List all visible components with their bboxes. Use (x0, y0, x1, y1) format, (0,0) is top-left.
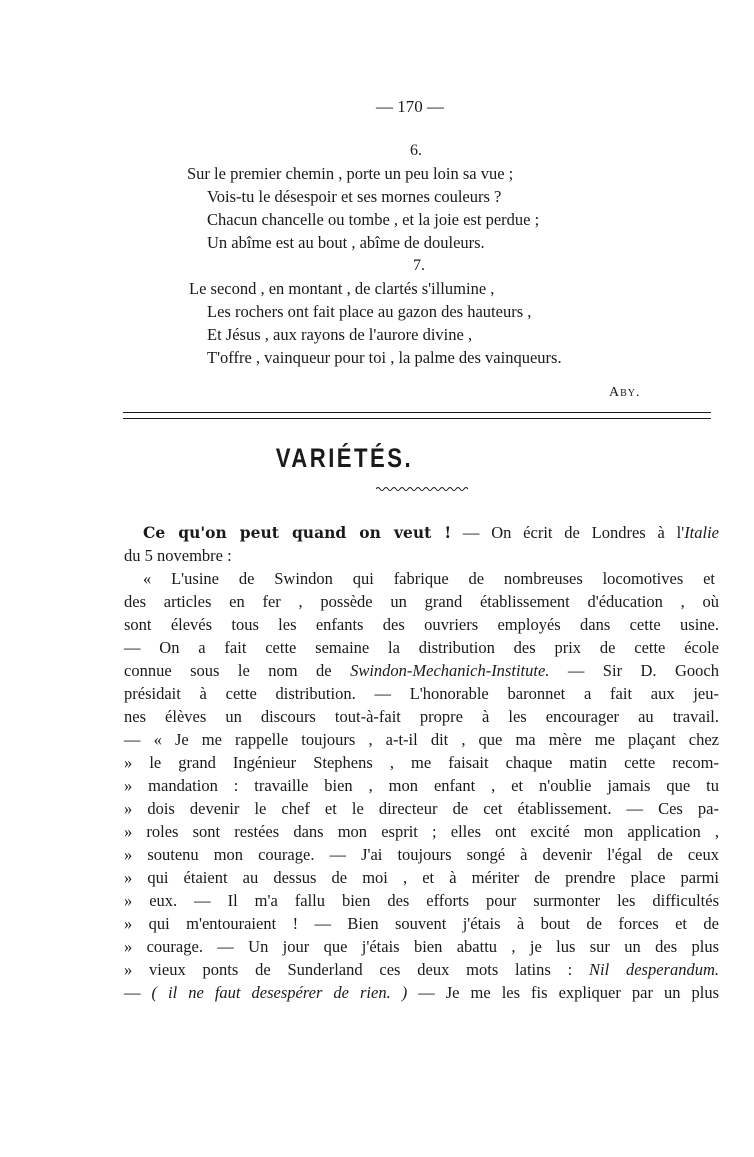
article-line (124, 983, 719, 1003)
article-lead-text: — On écrit de Londres à l' (451, 523, 685, 542)
section-divider-bottom (123, 418, 711, 419)
article-line: » courage. — Un jour que j'étais bien abattu , je lus sur un des plus (124, 937, 719, 956)
article-text: — Sir D. Gooch (549, 661, 719, 680)
poem-line: Vois-tu le désespoir et ses mornes couleurs ? (207, 187, 502, 206)
article-lead-italic: Italie (684, 523, 720, 542)
stanza-number-6: 6. (410, 142, 422, 159)
poem-line: Et Jésus , aux rayons de l'aurore divine , (207, 325, 473, 344)
article-line (124, 661, 719, 681)
article-lead-title: Ce qu'on peut quand on veut ! (143, 523, 452, 542)
poem-line: Un abîme est au bout , abîme de douleurs. (207, 233, 485, 252)
section-divider-top (123, 412, 711, 413)
article-line: » dois devenir le chef et le directeur de cet établissement. — Ces pa- (124, 799, 719, 818)
article-line: « L'usine de Swindon qui fabrique de nombreuses locomotives et (143, 569, 715, 588)
article-line: » mandation : travaille bien , mon enfant , et n'oublie jamais que tu (124, 776, 719, 795)
poem-line: T'offre , vainqueur pour toi , la palme des vainqueurs. (207, 348, 562, 367)
wavy-ornament (376, 485, 468, 493)
article-line: nes élèves un discours tout-à-fait propre à les encourager au travail. (124, 707, 719, 726)
article-line: » qui étaient au dessus de moi , et à mériter de prendre place parmi (124, 868, 719, 887)
article-text: — (124, 983, 152, 1002)
article-first-line (143, 523, 719, 543)
poem-line: Le second , en montant , de clartés s'illumine , (189, 279, 495, 298)
poem-line: Chacun chancelle ou tombe , et la joie est perdue ; (207, 210, 540, 229)
article-line: » roles sont restées dans mon esprit ; elles ont excité mon application , (124, 822, 719, 841)
article-line: » le grand Ingénieur Stephens , me faisait chaque matin cette recom- (124, 753, 719, 772)
article-line: sont élevés tous les enfants des ouvriers employés dans cette usine. (124, 615, 719, 634)
poem-line: Sur le premier chemin , porte un peu loin sa vue ; (187, 164, 514, 183)
article-line: — « Je me rappelle toujours , a-t-il dit , que ma mère me plaçant chez (124, 730, 719, 749)
article-line: » qui m'entouraient ! — Bien souvent j'étais à bout de forces et de (124, 914, 719, 933)
latin-phrase: Nil desperandum. (588, 960, 719, 979)
section-title: VARIÉTÉS. (275, 443, 414, 473)
latin-translation: ( il ne faut desespérer de rien. ) (151, 983, 408, 1002)
article-line: présidait à cette distribution. — L'honorable baronnet a fait aux jeu- (124, 684, 719, 703)
article-line: du 5 novembre : (124, 546, 232, 565)
poem-signature: Aby. (609, 385, 641, 400)
page-number: — 170 — (376, 97, 444, 116)
article-text: » vieux ponts de Sunderland ces deux mots latins : (124, 960, 589, 979)
article-line (124, 960, 719, 980)
poem-line: Les rochers ont fait place au gazon des hauteurs , (207, 302, 532, 321)
article-line: » soutenu mon courage. — J'ai toujours songé à devenir l'égal de ceux (124, 845, 719, 864)
institute-name: Swindon-Mechanich-Institute. (350, 661, 550, 680)
article-text: connue sous le nom de (124, 661, 351, 680)
article-text: — Je me les fis expliquer par un plus (407, 983, 720, 1002)
article-line: des articles en fer , possède un grand établissement d'éducation , où (124, 592, 719, 611)
article-line: — On a fait cette semaine la distribution des prix de cette école (124, 638, 719, 657)
article-line: » eux. — Il m'a fallu bien des efforts pour surmonter les difficultés (124, 891, 719, 910)
stanza-number-7: 7. (413, 257, 425, 274)
